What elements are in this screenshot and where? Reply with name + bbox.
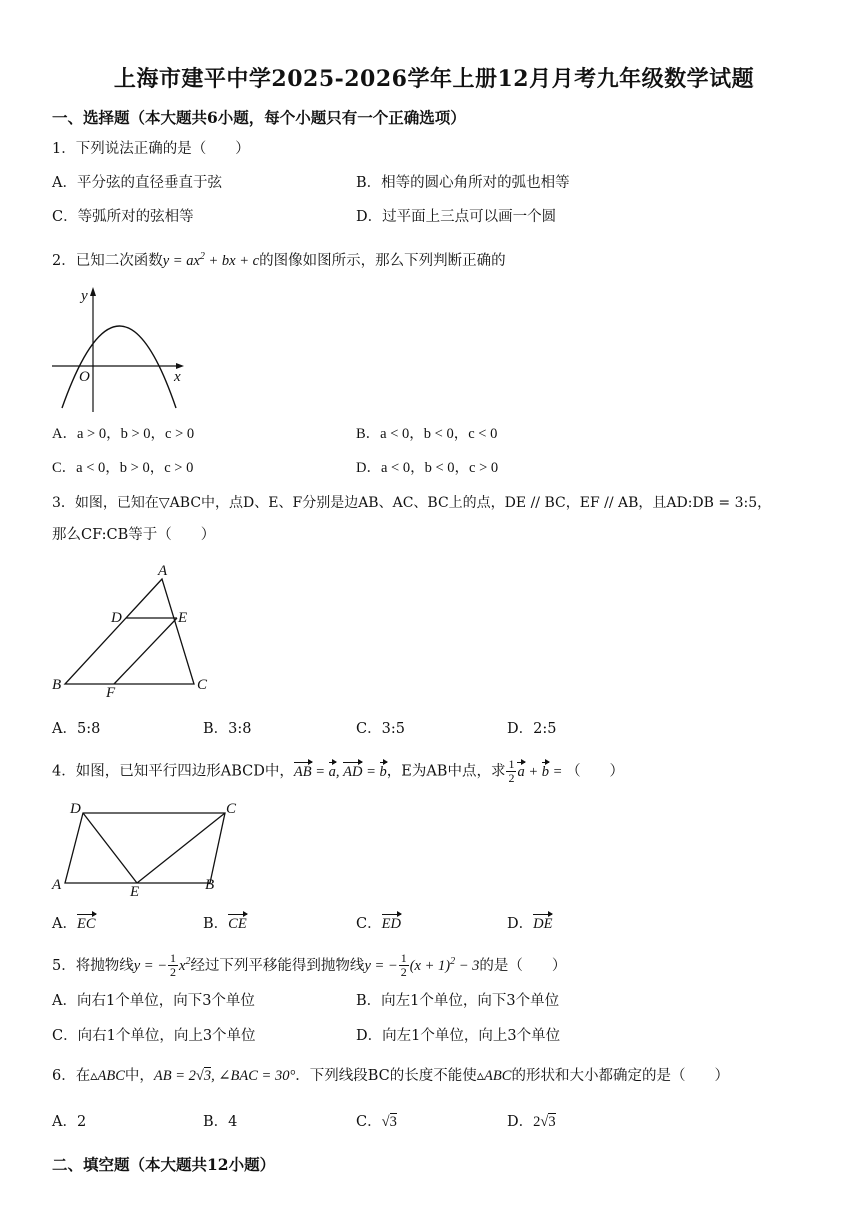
label-e: E (130, 884, 140, 899)
q4-parallelogram-figure (50, 797, 240, 899)
origin-label: O (79, 369, 90, 385)
question-3-stem-line1: 3．如图，已知在▽ABC中，点D、E、F分别是边AB、AC、BC上的点，DE // BC，EF // AB，且AD:DB = 3:5， (52, 495, 772, 511)
q1-option-c: C．等弧所对的弦相等 (52, 209, 194, 225)
q6-option-d: D．2√3 (507, 1114, 556, 1130)
label-c: C (197, 677, 208, 693)
label-d: D (111, 610, 122, 626)
label-c: C (226, 801, 237, 817)
section-heading-fill: 二、填空题（本大题共12小题） (52, 1155, 276, 1174)
page-title: 上海市建平中学2025-2026学年上册12月月考九年级数学试题 (113, 66, 755, 92)
q4-option-b: B．CE (203, 916, 247, 932)
label-b: B (52, 677, 62, 693)
question-4-stem: 4．如图，已知平行四边形ABCD中，AB = a, AD = b，E为AB中点，求 $\frac{1}{2}$ a + b = （ ） (52, 757, 625, 785)
question-3-stem-line2: 那么CF:CB等于（ ） (52, 527, 216, 543)
section-heading-choice: 一、选择题（本大题共6小题，每个小题只有一个正确选项） (52, 108, 466, 127)
label-a: A (52, 877, 62, 893)
q1-option-d: D．过平面上三点可以画一个圆 (356, 209, 557, 225)
y-axis-label: y (81, 288, 88, 304)
q3-option-d: D．2:5 (507, 721, 557, 737)
q2-option-a: A．a > 0，b > 0，c > 0 (52, 426, 195, 442)
q5-option-c: C．向右1个单位，向上3个单位 (52, 1028, 256, 1044)
q4-option-c: C．ED (356, 916, 401, 932)
q6-option-a: A．2 (52, 1114, 87, 1130)
question-1-stem: 1．下列说法正确的是（ ） (52, 141, 250, 157)
label-f: F (106, 685, 116, 700)
quadratic-formula: $y = ax^2$ + bx + c (162, 251, 260, 269)
q5-option-a: A．向右1个单位，向下3个单位 (52, 993, 255, 1009)
q6-option-b: B．4 (203, 1114, 238, 1130)
q3-triangle-figure (50, 560, 220, 700)
q2-option-c: C．a < 0，b > 0，c > 0 (52, 460, 194, 476)
q5-option-b: B．向左1个单位，向下3个单位 (356, 993, 560, 1009)
label-b: B (205, 877, 215, 893)
q6-option-c: C．√3 (356, 1114, 397, 1130)
q3-option-c: C．3:5 (356, 721, 405, 737)
q1-option-a: A．平分弦的直径垂直于弦 (52, 175, 222, 191)
question-2-stem: 2．已知二次函数$y = ax^2$ + bx + c的图像如图所示，那么下列判断正确的 (52, 251, 506, 269)
q3-option-b: B．3:8 (203, 721, 252, 737)
q5-option-d: D．向左1个单位，向上3个单位 (356, 1028, 561, 1044)
q3-option-a: A．5:8 (52, 721, 101, 737)
q2-option-b: B．a < 0，b < 0，c < 0 (356, 426, 498, 442)
q4-option-a: A．EC (52, 916, 96, 932)
q2-parabola-figure (50, 284, 190, 414)
q2-option-d: D．a < 0，b < 0，c > 0 (356, 460, 499, 476)
question-5-stem: 5．将抛物线y = − $\frac{1}{2}$ $x^2$经过下列平移能得到抛物线y = − $\frac{1}{2}$ $(x + 1)^2 - 3$的是（ ） (52, 951, 567, 980)
label-d: D (70, 801, 81, 817)
q4-option-d: D．DE (507, 916, 553, 932)
question-6-stem: 6．在▵ABC中，AB = 2√3, ∠BAC = 30°．下列线段BC的长度不能使▵ABC的形状和大小都确定的是（ ） (52, 1068, 729, 1084)
q1-option-b: B．相等的圆心角所对的弧也相等 (356, 175, 570, 191)
label-e: E (178, 610, 188, 626)
label-a: A (158, 563, 168, 579)
x-axis-label: x (174, 369, 181, 385)
